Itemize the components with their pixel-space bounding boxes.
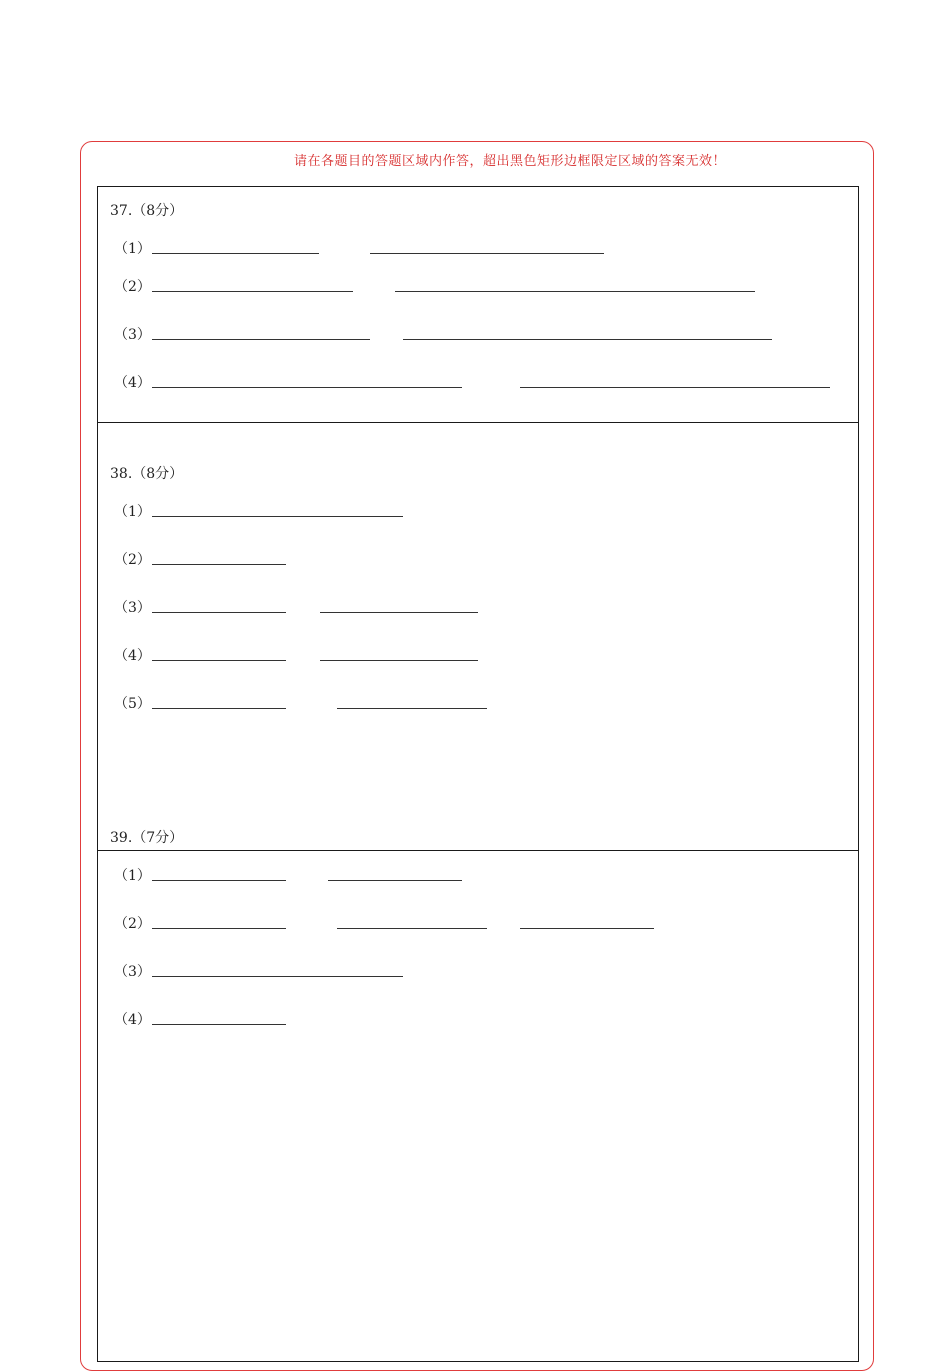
q37-item-2-blank-a[interactable] <box>152 291 353 292</box>
q39-title: 39.（7分） <box>110 830 184 846</box>
q38-item-2-blank-a[interactable] <box>152 564 286 565</box>
q38-item-5-blank-b[interactable] <box>337 708 487 709</box>
q39-item-2-blank-a[interactable] <box>152 928 286 929</box>
q38-item-3-label: （3） <box>114 600 151 616</box>
q38-item-4-blank-a[interactable] <box>152 660 286 661</box>
q39-item-3-blank-a[interactable] <box>152 976 403 977</box>
q39-item-2-blank-c[interactable] <box>520 928 654 929</box>
q39-item-1-blank-b[interactable] <box>328 880 462 881</box>
q37-item-4-blank-b[interactable] <box>520 387 830 388</box>
q37-item-1-label: （1） <box>114 241 151 257</box>
q39-item-2-blank-b[interactable] <box>337 928 487 929</box>
q37-item-2-label: （2） <box>114 279 151 295</box>
q39-item-4-blank-a[interactable] <box>152 1024 286 1025</box>
answer-area-notice: 请在各题目的答题区域内作答，超出黑色矩形边框限定区域的答案无效！ <box>293 154 726 169</box>
q37-item-3-blank-b[interactable] <box>403 339 772 340</box>
q38-item-5-label: （5） <box>114 696 151 712</box>
q37-item-3-label: （3） <box>114 327 151 343</box>
q37-title: 37.（8分） <box>110 203 184 219</box>
q38-item-1-label: （1） <box>114 504 151 520</box>
q38-title: 38.（8分） <box>110 466 184 482</box>
q37-item-1-blank-b[interactable] <box>370 253 604 254</box>
q38-item-4-label: （4） <box>114 648 151 664</box>
q39-item-1-label: （1） <box>114 868 151 884</box>
q38-item-3-blank-b[interactable] <box>320 612 478 613</box>
q37-item-2-blank-b[interactable] <box>395 291 755 292</box>
q38-item-3-blank-a[interactable] <box>152 612 286 613</box>
q37-item-1-blank-a[interactable] <box>152 253 319 254</box>
q37-item-4-blank-a[interactable] <box>152 387 462 388</box>
q39-item-1-blank-a[interactable] <box>152 880 286 881</box>
q38-item-1-blank-a[interactable] <box>152 516 403 517</box>
q38-q39-answer-box <box>97 422 859 1362</box>
q37-item-4-label: （4） <box>114 375 151 391</box>
q38-item-5-blank-a[interactable] <box>152 708 286 709</box>
q37-item-3-blank-a[interactable] <box>152 339 370 340</box>
q39-item-3-label: （3） <box>114 964 151 980</box>
q38-item-4-blank-b[interactable] <box>320 660 478 661</box>
q39-item-2-label: （2） <box>114 916 151 932</box>
q39-item-4-label: （4） <box>114 1012 151 1028</box>
q38-item-2-label: （2） <box>114 552 151 568</box>
q39-divider <box>97 850 859 851</box>
